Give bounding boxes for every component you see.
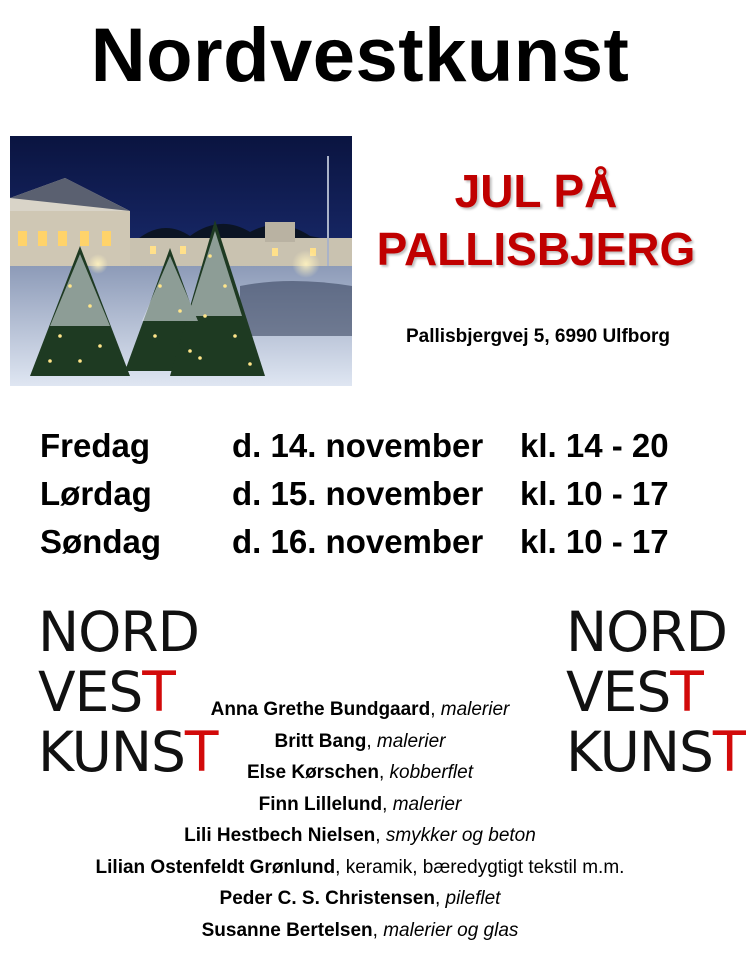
- artist-medium: malerier: [392, 793, 462, 815]
- artist-name: Anna Grethe Bundgaard: [210, 699, 431, 720]
- artist-medium: malerier: [376, 730, 446, 752]
- schedule-date: d. 16. november: [232, 523, 484, 560]
- logo-accent: T: [670, 660, 703, 724]
- logo-text: VES: [566, 660, 671, 724]
- artist-name: Lili Hestbech Nielsen: [184, 825, 376, 846]
- separator: ,: [382, 793, 393, 815]
- logo-text: VES: [38, 660, 143, 724]
- artist-name: Susanne Bertelsen: [201, 919, 373, 941]
- schedule-date: d. 14. november: [232, 427, 484, 464]
- logo-text: KUNS: [38, 720, 185, 784]
- list-item: [0, 757, 720, 789]
- artist-name: Else Kørschen: [246, 762, 379, 783]
- event-title-line2: PALLISBJERG: [376, 223, 696, 275]
- poster-title: Nordvestkunst: [90, 13, 630, 98]
- artist-medium: malerier: [440, 699, 510, 720]
- logo-accent: T: [712, 720, 746, 784]
- list-item: [0, 726, 720, 758]
- artist-list: [0, 694, 720, 946]
- list-item: [0, 789, 720, 821]
- list-item: [0, 852, 720, 884]
- artist-name: Finn Lillelund: [258, 793, 383, 815]
- separator: ,: [372, 919, 384, 941]
- event-title-line1: JUL PÅ: [454, 165, 618, 217]
- event-address: Pallisbjergvej 5, 6990 Ulfborg: [406, 326, 670, 347]
- event-title: [352, 162, 720, 278]
- artist-medium: malerier og glas: [383, 919, 519, 941]
- logo-accent: T: [142, 660, 175, 724]
- schedule-row: [40, 518, 700, 566]
- list-item: [0, 694, 720, 726]
- schedule-row: [40, 422, 700, 470]
- artist-medium: pileflet: [445, 888, 501, 909]
- logo-line: NORD: [38, 600, 199, 664]
- separator: ,: [375, 825, 386, 846]
- schedule-day: Søndag: [40, 523, 161, 560]
- artist-medium: keramik, bæredygtigt tekstil m.m.: [345, 856, 625, 878]
- schedule-row: [40, 470, 700, 518]
- schedule-time: kl. 14 - 20: [520, 427, 669, 464]
- schedule-time: kl. 10 - 17: [520, 523, 669, 560]
- separator: ,: [434, 888, 446, 909]
- logo-text: KUNS: [566, 720, 713, 784]
- separator: ,: [366, 730, 377, 752]
- schedule-day: Lørdag: [40, 475, 152, 512]
- list-item: [0, 883, 720, 915]
- christmas-photo: [10, 136, 352, 386]
- list-item: [0, 915, 720, 947]
- separator: ,: [430, 699, 441, 720]
- artist-name: Lilian Ostenfeldt Grønlund: [95, 856, 336, 878]
- artist-name: Peder C. S. Christensen: [219, 888, 435, 909]
- logo-accent: T: [184, 720, 218, 784]
- separator: ,: [335, 856, 346, 878]
- schedule-date: d. 15. november: [232, 475, 484, 512]
- artist-medium: smykker og beton: [385, 825, 536, 846]
- schedule-time: kl. 10 - 17: [520, 475, 669, 512]
- schedule-day: Fredag: [40, 427, 151, 464]
- list-item: [0, 820, 720, 852]
- artist-medium: kobberflet: [389, 762, 473, 783]
- logo-line: NORD: [566, 600, 727, 664]
- opening-schedule: [40, 422, 700, 566]
- separator: ,: [378, 762, 390, 783]
- artist-name: Britt Bang: [274, 730, 367, 752]
